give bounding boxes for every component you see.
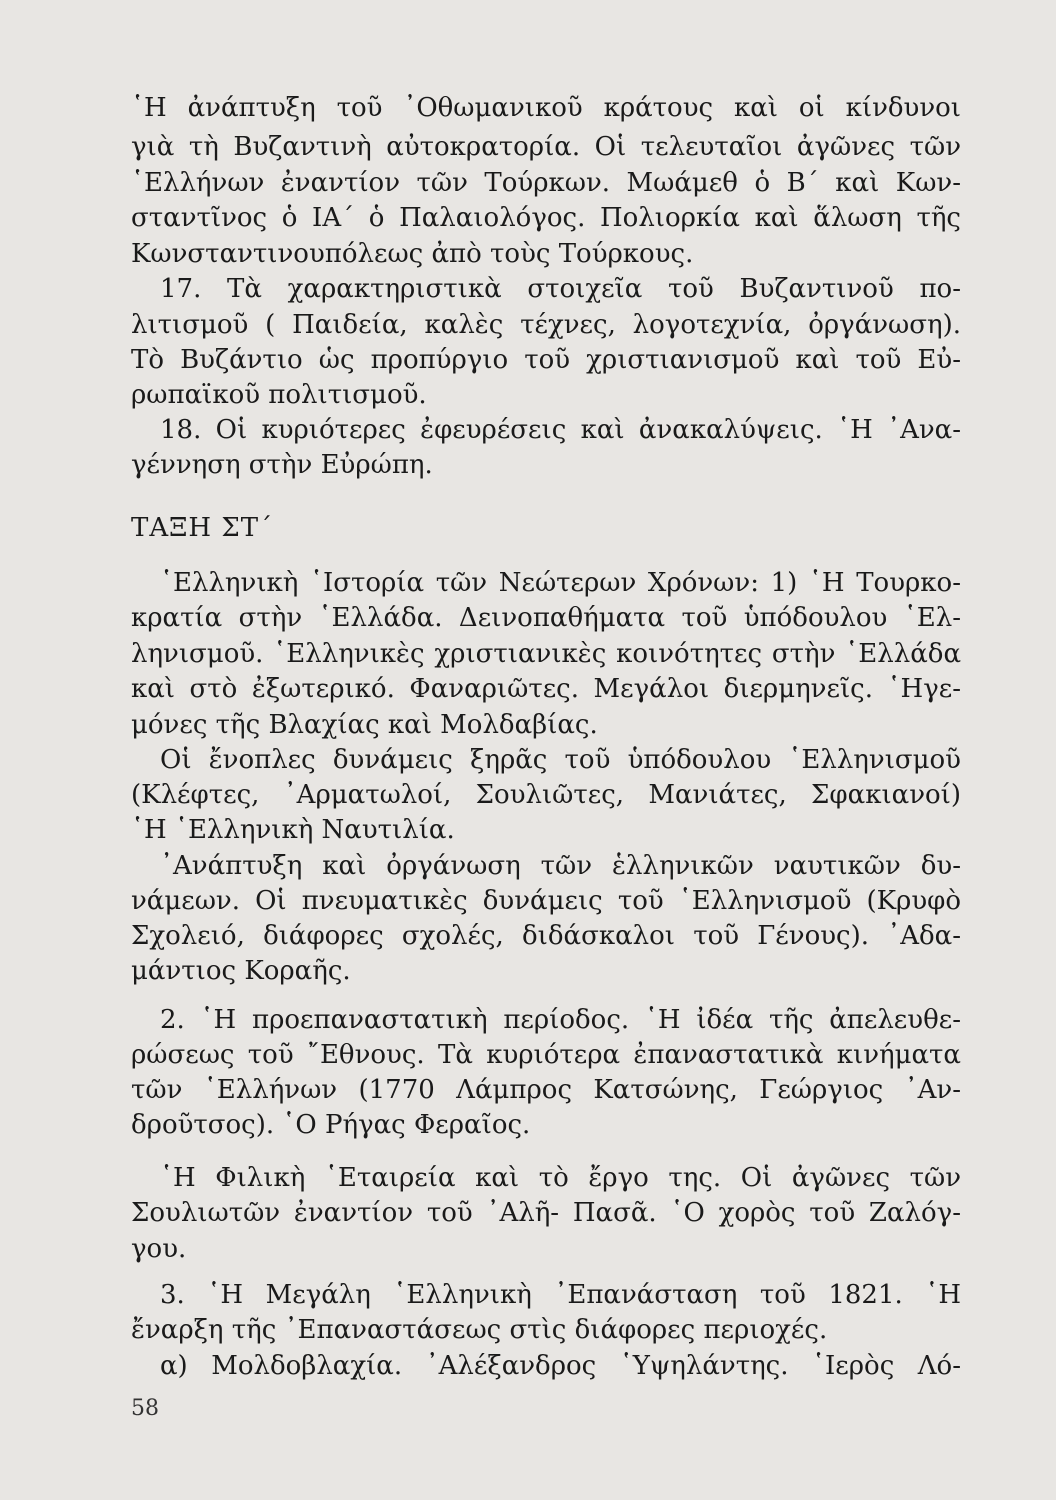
text-line: 3. ῾Η Μεγάλη ῾Ελληνικὴ ᾿Επανάσταση τοῦ 1821. ῾Η — [160, 1280, 961, 1310]
text-line: ρωπαϊκοῦ πολιτισμοῦ. — [131, 380, 427, 410]
text-line: γιὰ τὴ Βυζαντινὴ αὐτοκρατορία. Οἱ τελευταῖοι ἀγῶνες τῶν — [131, 132, 961, 162]
text-line: α) Μολδοβλαχία. ᾿Αλέξανδρος ῾Υψηλάντης. ῾Ιερὸς Λό- — [160, 1351, 961, 1381]
text-line: καὶ στὸ ἐξωτερικό. Φαναριῶτες. Μεγάλοι διερμηνεῖς. ῾Ηγε- — [131, 674, 961, 704]
text-line: ῾Ελλήνων ἐναντίον τῶν Τούρκων. Μωάμεθ ὁ Β΄ καὶ Κων- — [131, 168, 961, 198]
text-line: Τὸ Βυζάντιο ὡς προπύργιο τοῦ χριστιανισμοῦ καὶ τοῦ Εὐ- — [131, 345, 961, 375]
text-line: νάμεων. Οἱ πνευματικὲς δυνάμεις τοῦ ῾Ελληνισμοῦ (Κρυφὸ — [131, 886, 961, 916]
text-line: Σουλιωτῶν ἐναντίον τοῦ ᾿Αλῆ- Πασᾶ. ῾Ο χορὸς τοῦ Ζαλόγ- — [131, 1198, 961, 1228]
text-line: ῾Η ἀνάπτυξη τοῦ ᾿Οθωμανικοῦ κράτους καὶ οἱ κίνδυνοι — [131, 93, 961, 123]
text-line: ῾Η ῾Ελληνικὴ Ναυτιλία. — [131, 815, 455, 845]
text-line: ῾Η Φιλικὴ ῾Εταιρεία καὶ τὸ ἔργο της. Οἱ ἀγῶνες τῶν — [160, 1163, 961, 1193]
text-line: Σχολειό, διάφορες σχολές, διδάσκαλοι τοῦ Γένους). ᾿Αδα- — [131, 921, 961, 951]
text-line: 17. Τὰ χαρακτηριστικὰ στοιχεῖα τοῦ Βυζαντινοῦ πο- — [160, 274, 961, 304]
text-line: τῶν ῾Ελλήνων (1770 Λάμπρος Κατσώνης, Γεώργιος ᾿Αν- — [131, 1075, 961, 1105]
text-line: λιτισμοῦ ( Παιδεία, καλὲς τέχνες, λογοτεχνία, ὀργάνωση). — [131, 310, 961, 340]
text-line: 18. Οἱ κυριότερες ἐφευρέσεις καὶ ἀνακαλύψεις. ῾Η ᾿Ανα- — [160, 415, 961, 445]
page-number: 58 — [131, 1396, 159, 1421]
text-line: γου. — [131, 1234, 187, 1264]
text-line: 2. ῾Η προεπαναστατικὴ περίοδος. ῾Η ἰδέα τῆς ἀπελευθε- — [160, 1005, 961, 1035]
text-line: Οἱ ἔνοπλες δυνάμεις ξηρᾶς τοῦ ὑπόδουλου ῾Ελληνισμοῦ — [160, 745, 961, 775]
text-line: ληνισμοῦ. ῾Ελληνικὲς χριστιανικὲς κοινότητες στὴν ῾Ελλάδα — [131, 639, 961, 669]
text-line: σταντῖνος ὁ ΙΑ΄ ὁ Παλαιολόγος. Πολιορκία καὶ ἅλωση τῆς — [131, 203, 961, 233]
text-line: Κωνσταντινουπόλεως ἀπὸ τοὺς Τούρκους. — [131, 239, 694, 269]
text-line: μάντιος Κοραῆς. — [131, 956, 351, 986]
section-heading: ΤΑΞΗ ΣΤ΄ — [131, 513, 274, 543]
text-line: (Κλέφτες, ᾿Αρματωλοί, Σουλιῶτες, Μανιάτες, Σφακιανοί) — [131, 780, 961, 810]
text-line: κρατία στὴν ῾Ελλάδα. Δεινοπαθήματα τοῦ ὑπόδουλου ῾Ελ- — [131, 603, 961, 633]
text-line: ᾿Ανάπτυξη καὶ ὀργάνωση τῶν ἑλληνικῶν ναυτικῶν δυ- — [160, 851, 961, 881]
text-line: ῾Ελληνικὴ ῾Ιστορία τῶν Νεώτερων Χρόνων: 1) ῾Η Τουρκο- — [160, 568, 961, 598]
text-line: δροῦτσος). ῾Ο Ρήγας Φεραῖος. — [131, 1110, 531, 1140]
text-line: μόνες τῆς Βλαχίας καὶ Μολδαβίας. — [131, 710, 598, 740]
text-line: ἔναρξη τῆς ᾿Επαναστάσεως στὶς διάφορες περιοχές. — [131, 1315, 828, 1345]
text-line: ρώσεως τοῦ ῎Εθνους. Τὰ κυριότερα ἐπαναστατικὰ κινήματα — [131, 1040, 961, 1070]
text-line: γέννηση στὴν Εὐρώπη. — [131, 450, 433, 480]
